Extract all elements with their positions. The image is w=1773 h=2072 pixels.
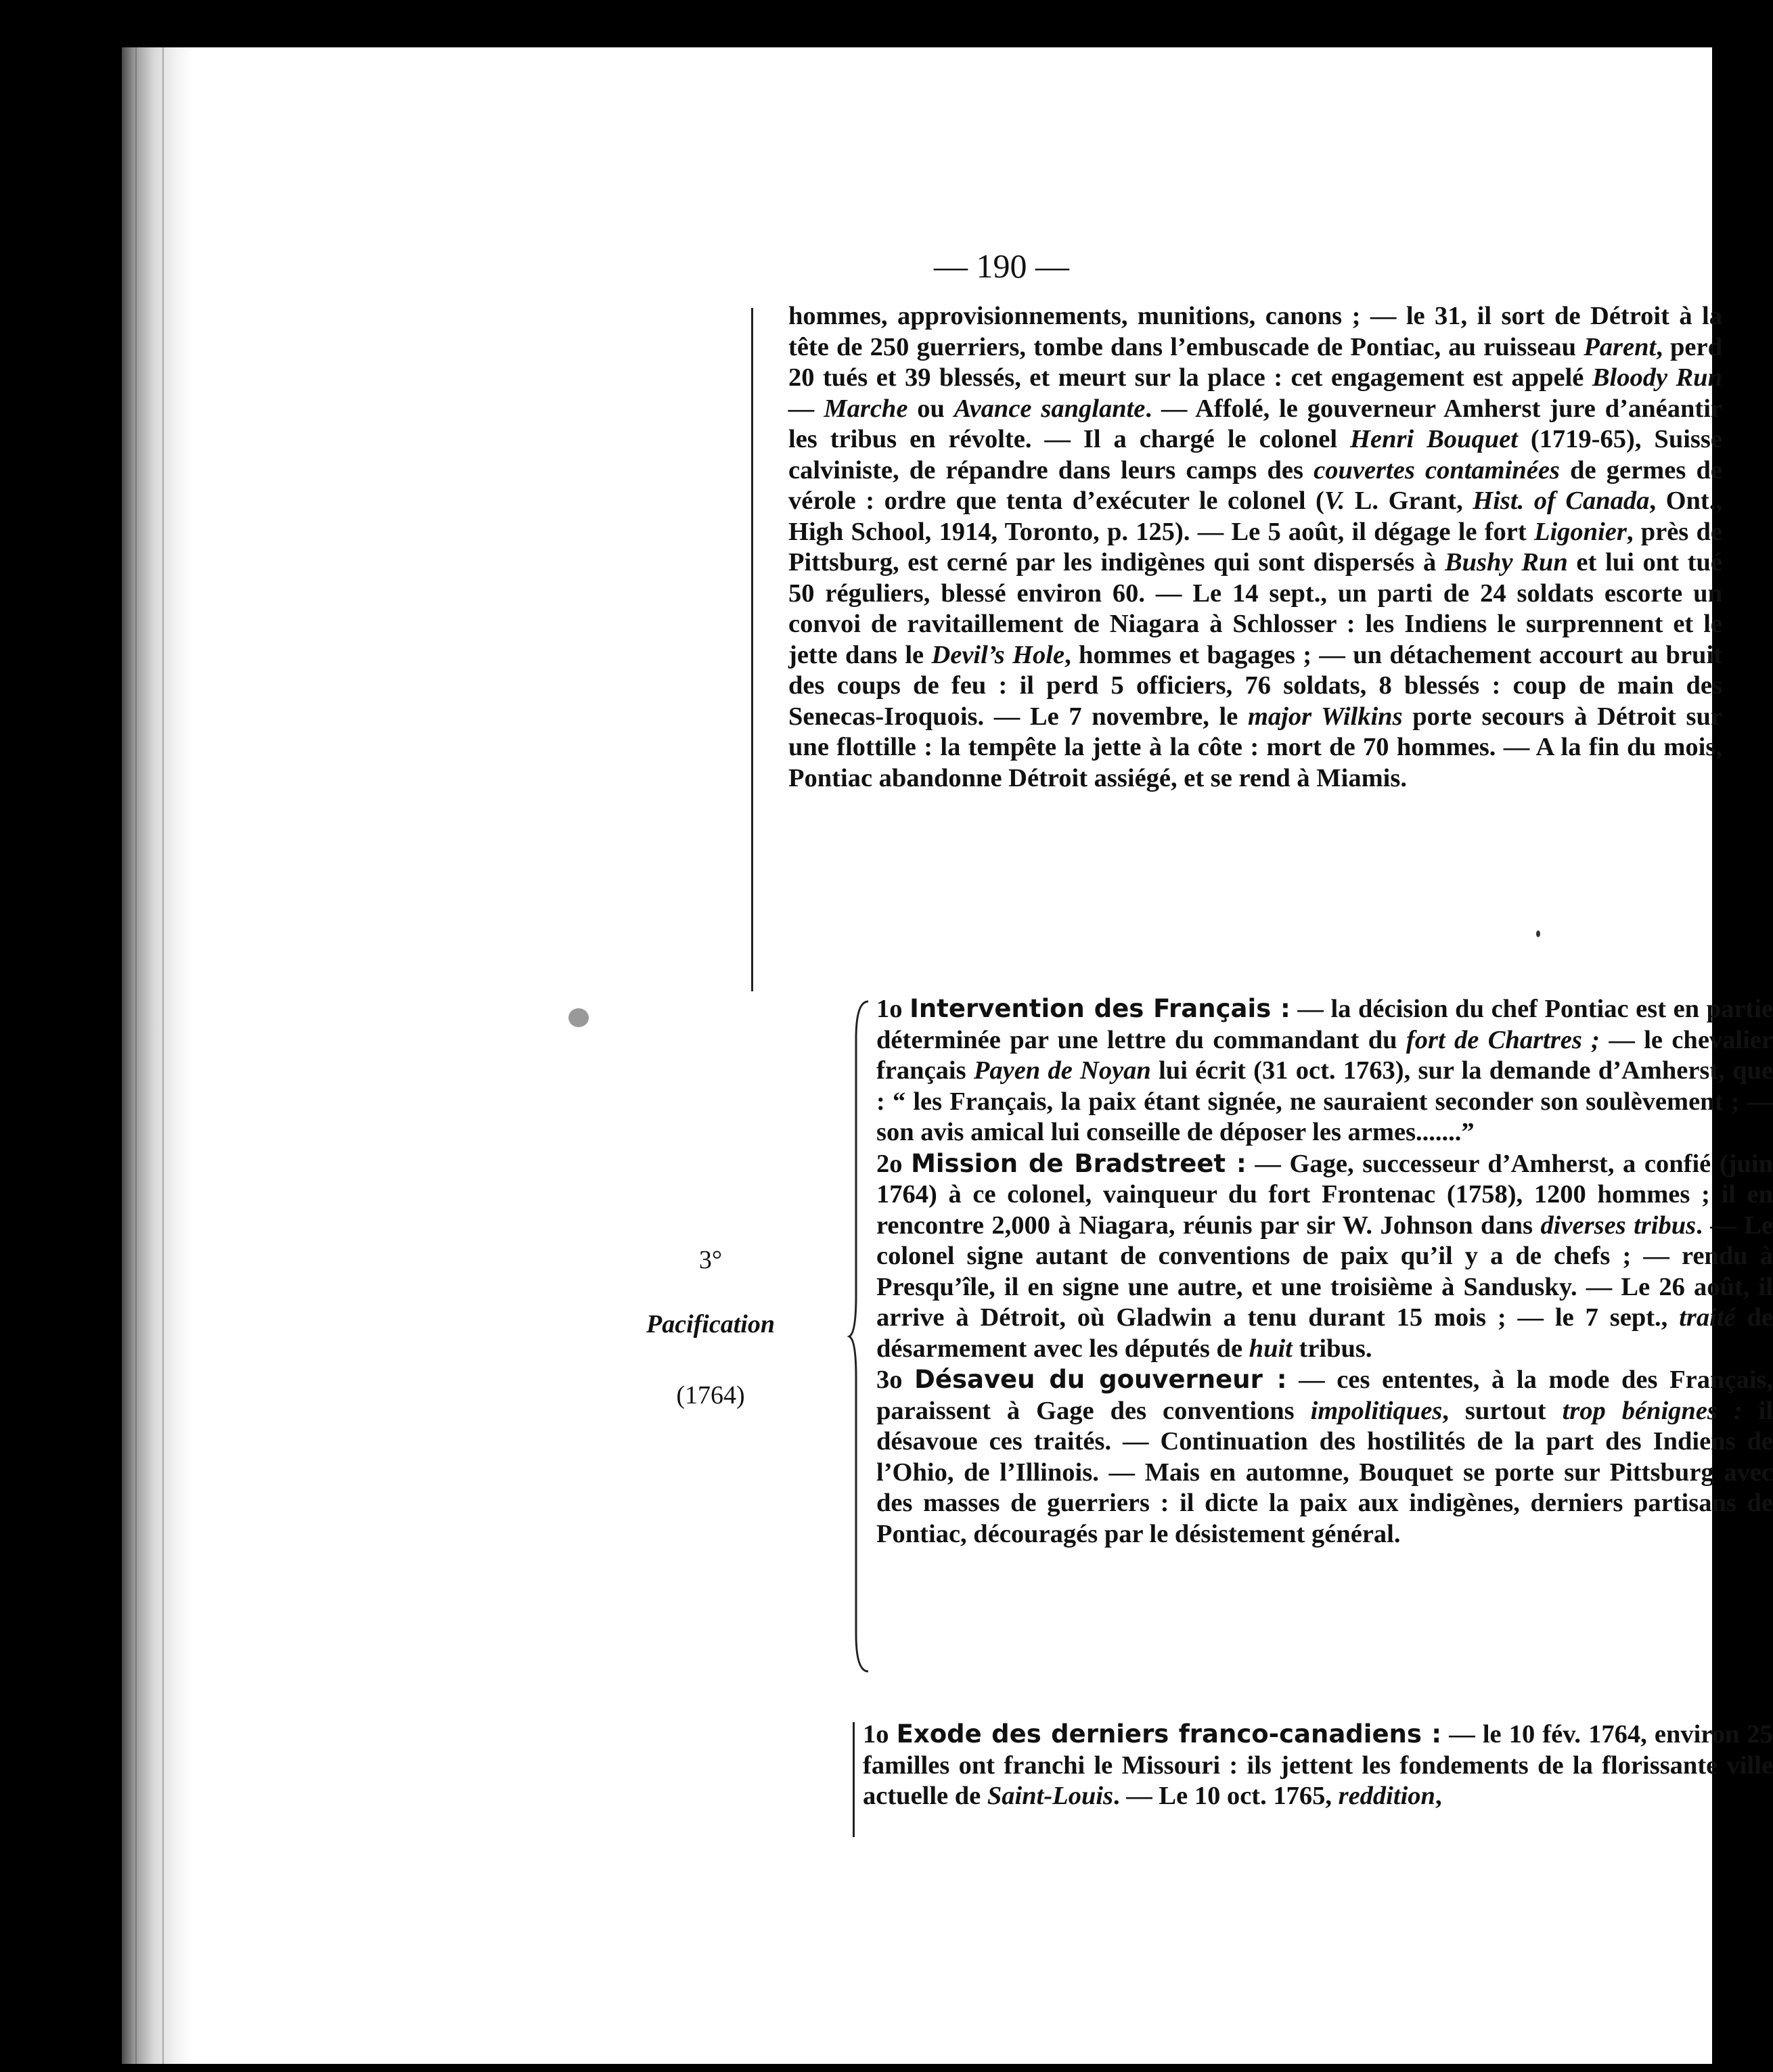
text-run: , près de Pittsburg, est cerné par les indigènes qui sont dispersés à: [788, 517, 1722, 577]
italic-term: Henri Bouquet: [1350, 425, 1518, 453]
text-run: lui écrit (31 oct. 1763), sur la demande d’Amherst, que : “ les Français, la paix étant signée, ne sauraient seconder son soulèvement ; — son avis amical lui conseille de déposer les armes.......”: [876, 1056, 1773, 1146]
italic-term: couvertes contaminées: [1314, 455, 1560, 485]
item-number: 3o: [876, 1366, 915, 1394]
italic-term: impolitiques: [1310, 1396, 1443, 1425]
item-heading: Mission de Bradstreet :: [911, 1148, 1247, 1178]
text-run: — le 10 fév. 1764, environ 25 familles ont franchi le Missouri : ils jettent les fondements de la florissante ville actuelle de: [863, 1720, 1773, 1810]
text-run: et lui ont tué 50 réguliers, blessé environ 60. — Le 14 sept., un parti de 24 soldats escorte un convoi de ravitaillement de Niagara à Schlosser : les Indiens le surprennent et le jette dans le: [788, 548, 1722, 669]
list-item: [863, 1719, 1773, 1812]
paragraph-text: [788, 301, 1722, 794]
binding-edge-line: [135, 47, 137, 2064]
italic-term: Hist. of Canada: [1473, 487, 1650, 515]
text-run: il désavoue ces traités. — Continuation des hostilités de la part des Indiens de l’Ohio, de l’Illinois. — Mais en automne, Bouquet se porte sur Pittsburg avec des masses de guerriers : il dicte la paix aux indigènes, derniers partisans de Pontiac, découragés par le désistement général.: [876, 1396, 1773, 1548]
section-brace: [849, 998, 870, 1675]
italic-term: trop bénignes :: [1562, 1396, 1743, 1425]
text-run: . — Le 10 oct. 1765,: [1113, 1782, 1339, 1810]
text-run: tribus.: [1292, 1334, 1372, 1363]
item-heading: Exode des derniers franco-canadiens :: [896, 1719, 1442, 1749]
margin-rule: [751, 308, 753, 991]
text-run: — Gage, successeur d’Amherst, a confié (juin 1764) à ce colonel, vainqueur du fort Frontenac (1758), 1200 hommes ; il en rencontre 2,000 à Niagara, réunis par sir W. Johnson dans: [876, 1149, 1773, 1240]
italic-term: Saint-Louis: [987, 1782, 1114, 1810]
text-run: ou: [907, 394, 954, 423]
text-run: , hommes et bagages ; — un détachement accourt au bruit des coups de feu : il perd 5 officiers, 76 soldats, 8 blessés : coup de main des Senecas-Iroquois. — Le 7 novembre, le: [788, 640, 1722, 731]
text-run: . — Affolé, le gouverneur Amherst jure d’anéantir les tribus en révolte. — Il a chargé le colonel: [788, 394, 1722, 453]
page-number: — 190 —: [934, 247, 1069, 285]
text-run: hommes, approvisionnements, munitions, canons ; — le 31, il sort de Détroit à la tête de 250 guerriers, tombe dans l’embuscade de Pontiac, au ruisseau: [788, 302, 1722, 361]
italic-term: traité: [1679, 1303, 1736, 1332]
italic-term: V.: [1324, 487, 1345, 515]
italic-term: Devil’s Hole: [931, 640, 1065, 669]
list-item: [876, 1148, 1773, 1365]
italic-term: huit: [1249, 1334, 1293, 1363]
list-item: [876, 1364, 1773, 1550]
text-run: ,: [1435, 1782, 1442, 1810]
margin-rule: [853, 1722, 855, 1837]
italic-term: major Wilkins: [1247, 702, 1403, 731]
italic-term: Avance sanglante: [953, 394, 1146, 423]
continuation-paragraph: [788, 301, 1722, 794]
text-run: de germes de vérole : ordre que tenta d’exécuter le colonel (: [788, 455, 1722, 515]
text-run: L. Grant,: [1345, 487, 1473, 515]
text-run: , perd 20 tués et 39 blessés, et meurt sur la place : cet engagement est appelé: [788, 332, 1722, 392]
italic-term: Bushy Run: [1444, 548, 1568, 577]
book-binding-shadow: [122, 47, 193, 2064]
italic-term: reddition: [1338, 1782, 1435, 1810]
item-number: 1o: [876, 995, 910, 1023]
italic-term: Parent: [1584, 332, 1657, 361]
text-run: — la décision du chef Pontiac est en partie déterminée par une lettre du commandant du: [876, 995, 1773, 1054]
italic-term: Ligonier: [1533, 517, 1627, 546]
text-run: , Ont., High School, 1914, Toronto, p. 125). — Le 5 août, il dégage le fort: [788, 487, 1723, 546]
list-item: [876, 993, 1773, 1148]
section-number: 3°: [698, 1246, 723, 1274]
text-run: — le chevalier français: [876, 1025, 1773, 1085]
italic-term: Payen de Noyan: [973, 1056, 1151, 1085]
italic-term: Bloody Run — Marche: [788, 363, 1722, 423]
section-title: Pacification: [646, 1310, 775, 1338]
text-run: porte secours à Détroit sur une flottille : la tempête la jette à la côte : mort de 70 hommes. — A la fin du mois, Pontiac abandonne Détroit assiégé, et se rend à Miamis.: [788, 702, 1722, 792]
text-run: — ces ententes, à la mode des Français, paraissent à Gage des conventions: [876, 1366, 1773, 1425]
book-page: [122, 47, 1773, 2064]
next-section-items: [863, 1719, 1773, 1812]
text-run: , surtout: [1442, 1396, 1563, 1425]
item-heading: Désaveu du gouverneur :: [914, 1365, 1287, 1394]
italic-term: fort de Chartres ;: [1406, 1025, 1600, 1054]
item-number: 2o: [876, 1149, 912, 1178]
text-run: de désarmement avec les députés de: [876, 1303, 1773, 1363]
item-heading: Intervention des Français :: [910, 994, 1291, 1023]
print-blemish: [1536, 930, 1540, 937]
binding-edge-line: [162, 47, 164, 2064]
section-year: (1764): [676, 1381, 745, 1410]
italic-term: diverses tribus: [1540, 1211, 1697, 1240]
print-blemish: [568, 1008, 589, 1027]
text-run: . — Le colonel signe autant de conventions de paix qu’il y a de chefs ; — rendu à Presqu’île, il en signe une autre, et une troisième à Sandusky. — Le 26 août, il arrive à Détroit, où Gladwin a tenu durant 15 mois ; — le 7 sept.,: [876, 1211, 1773, 1332]
item-number: 1o: [863, 1720, 897, 1749]
pacification-items: [876, 993, 1773, 1550]
text-run: (1719-65), Suisse calviniste, de répandre dans leurs camps des: [788, 425, 1722, 485]
